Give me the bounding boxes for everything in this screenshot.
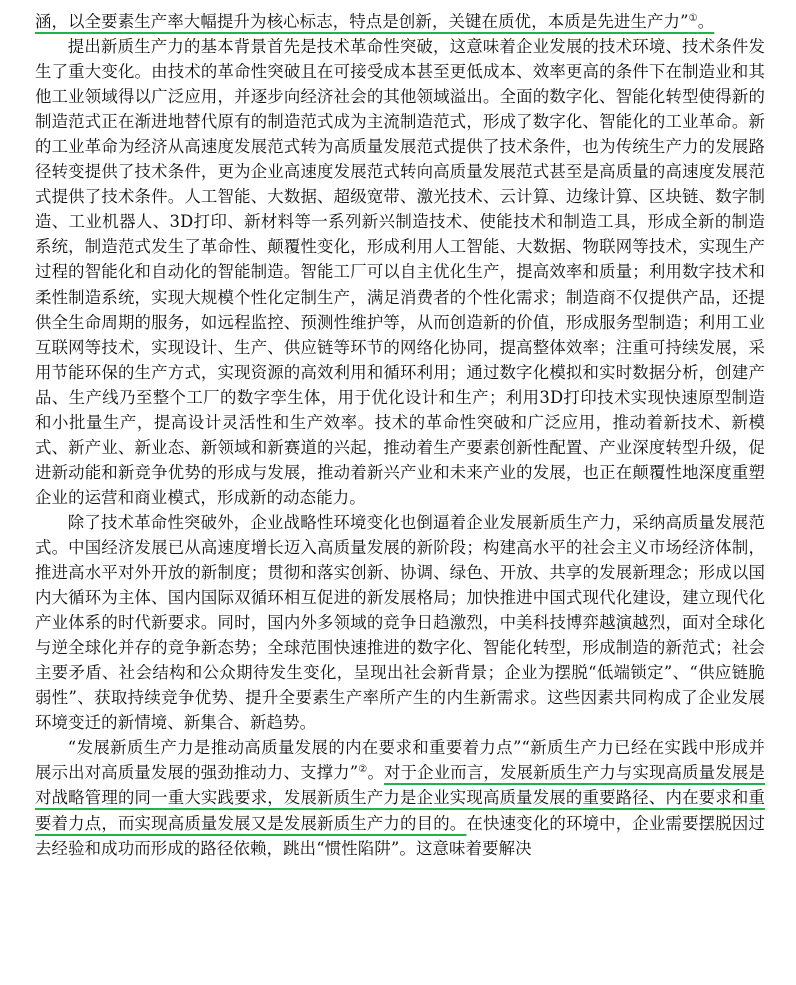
paragraph-3 [35,510,765,735]
paragraph-text: 除了技术革命性突破外，企业战略性环境变化也倒逼着企业发展新质生产力，采纳高质量发展范式。中国经济发展已从高速度增长迈入高质量发展的新阶段；构建高水平的社会主义市场经济体制，推进高水平对外开放的新制度；贯彻和落实创新、协调、绿色、开放、共享的发展新理念；形成以国内大循环为主体、国内国际双循环相互促进的新发展格局；加快推进中国式现代化建设，建立现代化产业体系的时代新要求。同时，国内外多领域的竞争日趋激烈，中美科技博弈越演越烈，面对全球化与逆全球化并存的竞争新态势；全球范围快速推进的数字化、智能化转型，形成制造的新范式；社会主要矛盾、社会结构和公众期待发生变化，呈现出社会新背景；企业为摆脱“低端锁定”、“供应链脆弱性”、获取持续竞争优势、提升全要素生产率所产生的内生新需求。这些因素共同构成了企业发展环境变迁的新情境、新集合、新趋势。 [35,512,765,733]
footnote-marker[interactable]: ② [358,764,368,776]
paragraph-1 [35,9,765,34]
highlighted-text: 对于企业而言，发展新质生产力与实现高质量发展是对战略管理的同一重大实践要求，发展新质生产力是企业实现高质量发展的重要路径、内在要求和重要着力点，而实现高质量发展又是发展新质生产力的目的。 [35,763,765,833]
paragraph-2 [35,34,765,510]
paragraph-text: 提出新质生产力的基本背景首先是技术革命性突破，这意味着企业发展的技术环境、技术条件发生了重大变化。由技术的革命性突破且在可接受成本甚至更低成本、效率更高的条件下在制造业和其他工业领域得以广泛应用，并逐步向经济社会的其他领域溢出。全面的数字化、智能化转型使得新的制造范式正在渐进地替代原有的制造范式成为主流制造范式，形成了数字化、智能化的工业革命。新的工业革命为经济从高速度发展范式转为高质量发展范式提供了技术条件，也为传统生产力的发展路径转变提供了技术条件，更为企业高速度发展范式转向高质量发展范式甚至是高质量的高速度发展范式提供了技术条件。人工智能、大数据、超级宽带、激光技术、云计算、边缘计算、区块链、数字制造、工业机器人、3D打印、新材料等一系列新兴制造技术、使能技术和制造工具，形成全新的制造系统，制造范式发生了革命性、颠覆性变化，形成利用人工智能、大数据、物联网等技术，实现生产过程的智能化和自动化的智能制造。智能工厂可以自主优化生产，提高效率和质量；利用数字技术和柔性制造系统，实现大规模个性化定制生产，满足消费者的个性化需求；制造商不仅提供产品，还提供全生命周期的服务，如远程监控、预测性维护等，从而创造新的价值，形成服务型制造；利用工业互联网等技术，实现设计、生产、供应链等环节的网络化协同，提高整体效率；注重可持续发展，采用节能环保的生产方式，实现资源的高效利用和循环利用；通过数字化模拟和实时数据分析，创建产品、生产线乃至整个工厂的数字孪生体，用于优化设计和生产；利用3D打印技术实现快速原型制造和小批量生产，提高设计灵活性和生产效率。技术的革命性突破和广泛应用，推动着新技术、新模式、新产业、新业态、新领域和新赛道的兴起，推动着生产要素创新性配置、产业深度转型升级，促进新动能和新竞争优势的形成与发展，推动着新兴产业和未来产业的发展，也正在颠覆性地深度重塑企业的运营和商业模式，形成新的动态能力。 [35,37,765,507]
highlighted-text: 涵，以全要素生产率大幅提升为核心标志，特点是创新，关键在质优，本质是先进生产力”①。 [35,12,715,31]
document-page [35,9,765,861]
footnote-marker[interactable]: ① [688,13,698,24]
quote-text: “发展新质生产力是推动高质量发展的内在要求和重要着力点”“新质生产力已经在实践中形成并展示出对高质量发展的强劲推动力、支撑力” [35,738,765,783]
paragraph-4 [35,735,765,860]
quote-end: 。 [367,763,385,783]
paragraph-text: 在快速变化的环境中，企业需要摆脱因过去经验和成功而形成的路径依赖，跳出“惯性陷阱”。这意味着要解决 [35,813,765,858]
